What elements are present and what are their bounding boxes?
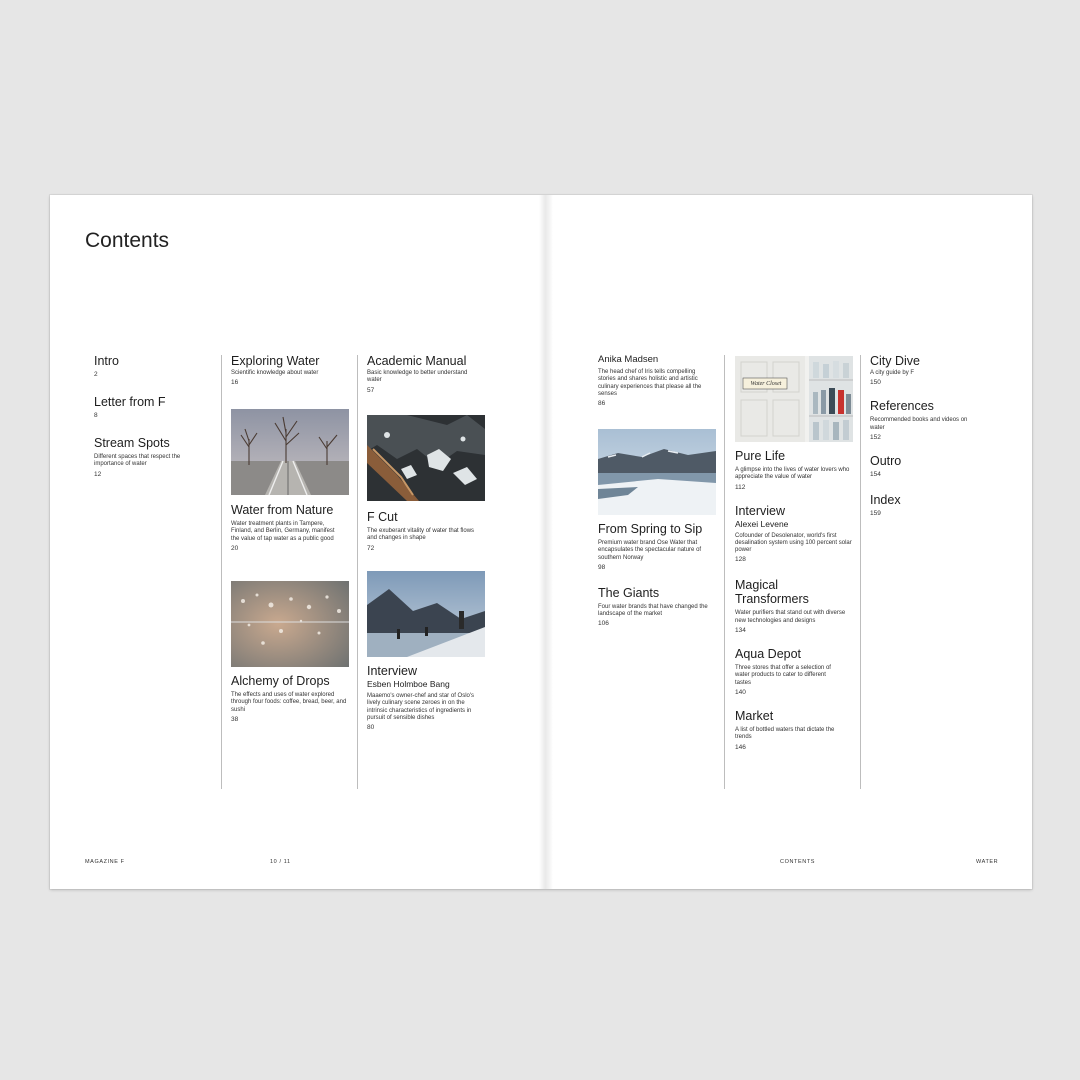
toc-column-3 xyxy=(367,354,487,395)
column-divider xyxy=(724,355,725,789)
entry-title: Intro xyxy=(94,354,120,368)
toc-column-2c xyxy=(231,674,351,724)
driftwood-ice-photo xyxy=(367,415,485,501)
entry-title: Pure Life xyxy=(735,449,786,463)
entry-title: City Dive xyxy=(870,354,921,368)
toc-column-2 xyxy=(231,354,351,387)
toc-entry-f-cut[interactable] xyxy=(367,510,487,553)
entry-desc: Premium water brand Ose Water that encapsulates the spectacular nature of southern Norway xyxy=(598,540,702,561)
entry-desc: Three stores that offer a selection of water products to cater to different tastes xyxy=(735,665,831,686)
toc-column-5 xyxy=(735,449,855,752)
toc-column-1 xyxy=(94,354,214,479)
toc-entry-city-dive[interactable] xyxy=(870,354,990,387)
entry-subtitle: Alexei Levene xyxy=(735,518,789,529)
toc-entry-aqua-depot[interactable] xyxy=(735,647,855,697)
entry-desc: Basic knowledge to better understand water xyxy=(367,370,468,384)
entry-desc: Four water brands that have changed the landscape of the market xyxy=(598,603,708,618)
toc-entry-pure-life[interactable] xyxy=(735,449,855,492)
toc-entry-interview-alexei[interactable] xyxy=(735,504,855,565)
column-divider xyxy=(860,355,861,789)
entry-page: 154 xyxy=(870,470,881,478)
water-closet-photo xyxy=(735,356,853,442)
fjord-deck-photo xyxy=(367,571,485,657)
entry-page: 98 xyxy=(598,563,606,571)
column-divider xyxy=(357,355,358,789)
footer-page-numbers: 10 / 11 xyxy=(270,859,291,865)
entry-title: Interview xyxy=(735,503,786,518)
trees-pier-photo xyxy=(231,409,349,495)
entry-title: Alchemy of Drops xyxy=(231,674,330,688)
footer-water: WATER xyxy=(976,859,999,865)
magazine-spread xyxy=(50,195,1032,889)
toc-column-6 xyxy=(870,354,990,518)
page-gutter xyxy=(539,195,553,889)
entry-page: 146 xyxy=(735,743,746,751)
entry-page: 86 xyxy=(598,400,606,408)
entry-page: 57 xyxy=(367,386,375,394)
entry-title: Academic Manual xyxy=(367,354,467,368)
entry-desc: A list of bottled waters that dictate the trends xyxy=(735,726,835,741)
entry-page: 20 xyxy=(231,544,239,552)
entry-title: Outro xyxy=(870,453,902,468)
entry-title: Market xyxy=(735,708,774,723)
entry-desc: Water purifiers that stand out with diverse new technologies and designs xyxy=(735,610,846,624)
entry-page: 150 xyxy=(870,379,881,387)
entry-title: Aqua Depot xyxy=(735,647,802,662)
entry-title: The Giants xyxy=(598,585,660,600)
toc-entry-from-spring-to-sip[interactable] xyxy=(598,522,718,572)
toc-entry-intro[interactable] xyxy=(94,354,214,379)
entry-page: 140 xyxy=(735,688,746,696)
entry-title: F Cut xyxy=(367,510,398,524)
page-title: Contents xyxy=(85,229,170,252)
toc-entry-market[interactable] xyxy=(735,709,855,752)
entry-desc: Different spaces that respect the importance of water xyxy=(94,454,181,468)
footer-section: CONTENTS xyxy=(780,859,816,865)
entry-desc: The exuberant vitality of water that flows and changes in shape xyxy=(367,528,475,542)
entry-title: Index xyxy=(870,492,901,507)
toc-entry-academic-manual[interactable] xyxy=(367,354,487,395)
entry-subtitle: Esben Holmboe Bang xyxy=(367,679,450,689)
toc-column-3c xyxy=(367,664,487,732)
toc-column-4 xyxy=(598,354,718,408)
entry-page: 80 xyxy=(367,724,375,732)
entry-title: Letter from F xyxy=(94,395,166,409)
entry-desc: A glimpse into the lives of water lovers who appreciate the value of water xyxy=(735,467,850,481)
entry-page: 38 xyxy=(231,715,239,723)
toc-entry-letter[interactable] xyxy=(94,395,214,420)
entry-desc: A city guide by F xyxy=(870,370,915,376)
entry-desc: The effects and uses of water explored through four foods: coffee, bread, beer, and sushi xyxy=(231,692,347,713)
toc-column-2b xyxy=(231,503,351,553)
entry-desc: Recommended books and videos on water xyxy=(870,417,968,431)
entry-desc: Water treatment plants in Tampere, Finland, and Berlin, Germany, manifest the value of tap water as a public good xyxy=(231,521,335,542)
entry-title: Interview xyxy=(367,664,418,678)
toc-entry-exploring-water[interactable] xyxy=(231,354,351,387)
toc-entry-references[interactable] xyxy=(870,399,990,442)
toc-entry-stream-spots[interactable] xyxy=(94,436,214,479)
toc-entry-alchemy-of-drops[interactable] xyxy=(231,674,351,724)
toc-column-4b xyxy=(598,522,718,628)
entry-page: 72 xyxy=(367,544,375,552)
entry-desc: Cofounder of Desolenator, world's first desalination system using 100 percent solar power xyxy=(735,532,852,554)
entry-desc: Scientific knowledge about water xyxy=(231,370,319,376)
entry-desc: The head chef of Iris tells compelling stories and shares holistic and artistic culinary experiences that please all the senses xyxy=(598,369,702,397)
door-sign-text: Water Closet xyxy=(750,381,782,387)
water-drops-photo xyxy=(231,581,349,667)
entry-page: 12 xyxy=(94,470,102,478)
entry-page: 128 xyxy=(735,556,746,564)
column-divider xyxy=(221,355,222,789)
entry-page: 8 xyxy=(94,412,98,419)
entry-page: 159 xyxy=(870,509,881,517)
entry-desc: Maaemo's owner-chef and star of Oslo's lively culinary scene zeroes in on the intrinsic characteristics of ingredients in pursuit of sensible dishes xyxy=(367,693,475,721)
entry-page: 152 xyxy=(870,433,881,441)
entry-page: 134 xyxy=(735,627,746,635)
toc-entry-the-giants[interactable] xyxy=(598,586,718,629)
toc-entry-magical-transformers[interactable] xyxy=(735,578,855,635)
entry-title: References xyxy=(870,399,934,414)
entry-title: Magical Transformers xyxy=(735,578,809,607)
toc-entry-interview-esben[interactable] xyxy=(367,664,487,732)
entry-page: 112 xyxy=(735,483,746,491)
entry-title: Exploring Water xyxy=(231,354,320,368)
toc-entry-index[interactable] xyxy=(870,493,990,518)
footer-magazine: MAGAZINE F xyxy=(85,859,125,865)
entry-page: 2 xyxy=(94,371,98,378)
entry-title: Anika Madsen xyxy=(598,354,659,365)
toc-entry-outro[interactable] xyxy=(870,454,990,479)
entry-page: 16 xyxy=(231,379,239,387)
toc-column-3b xyxy=(367,510,487,553)
entry-page: 106 xyxy=(598,620,609,628)
entry-title: Water from Nature xyxy=(231,503,334,517)
entry-title: From Spring to Sip xyxy=(598,522,703,536)
toc-entry-anika-madsen[interactable] xyxy=(598,355,718,408)
snowy-lake-photo xyxy=(598,429,716,515)
entry-title: Stream Spots xyxy=(94,436,170,450)
toc-entry-water-from-nature[interactable] xyxy=(231,503,351,553)
